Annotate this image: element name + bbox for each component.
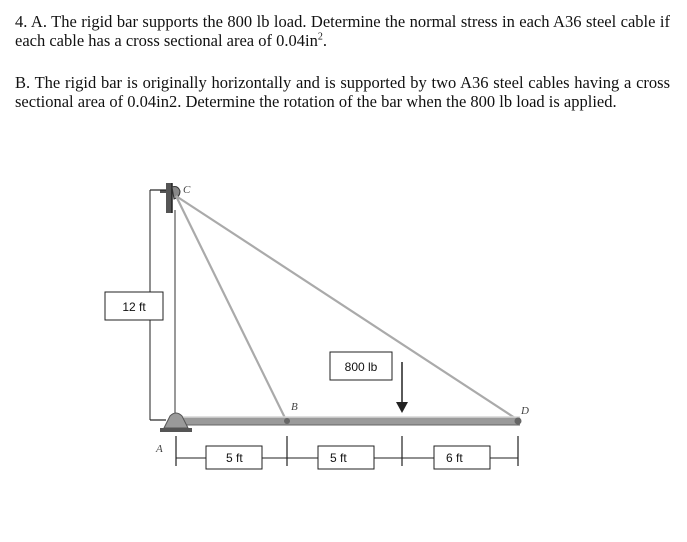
height-label: 12 ft (122, 300, 146, 314)
part-a-period: . (322, 31, 327, 50)
span-3-label: 6 ft (446, 451, 463, 465)
point-d-marker (515, 418, 522, 425)
span-2-label: 5 ft (330, 451, 347, 465)
rigid-bar (176, 417, 520, 425)
label-d: D (521, 405, 529, 417)
label-b: B (291, 401, 298, 413)
problem-part-b: B. The rigid bar is originally horizontally and is supported by two A36 steel cables having a cross sectional area of 0.04in2. Determine the rotation of the bar when the 800 lb load is applied. (15, 73, 670, 111)
span-1-label: 5 ft (226, 451, 243, 465)
cable-cb (176, 196, 287, 422)
load-arrow (396, 362, 408, 413)
part-a-superscript: 2 (317, 31, 323, 43)
part-a-text: 4. A. The rigid bar supports the 800 lb load. Determine the normal stress in each A36 steel cable if each cable has a cross sectional area of 0.04in (15, 12, 670, 50)
load-label: 800 lb (344, 360, 378, 374)
label-c: C (183, 184, 191, 196)
cable-cd (176, 196, 518, 420)
label-a: A (156, 443, 163, 455)
point-b-marker (284, 418, 290, 424)
